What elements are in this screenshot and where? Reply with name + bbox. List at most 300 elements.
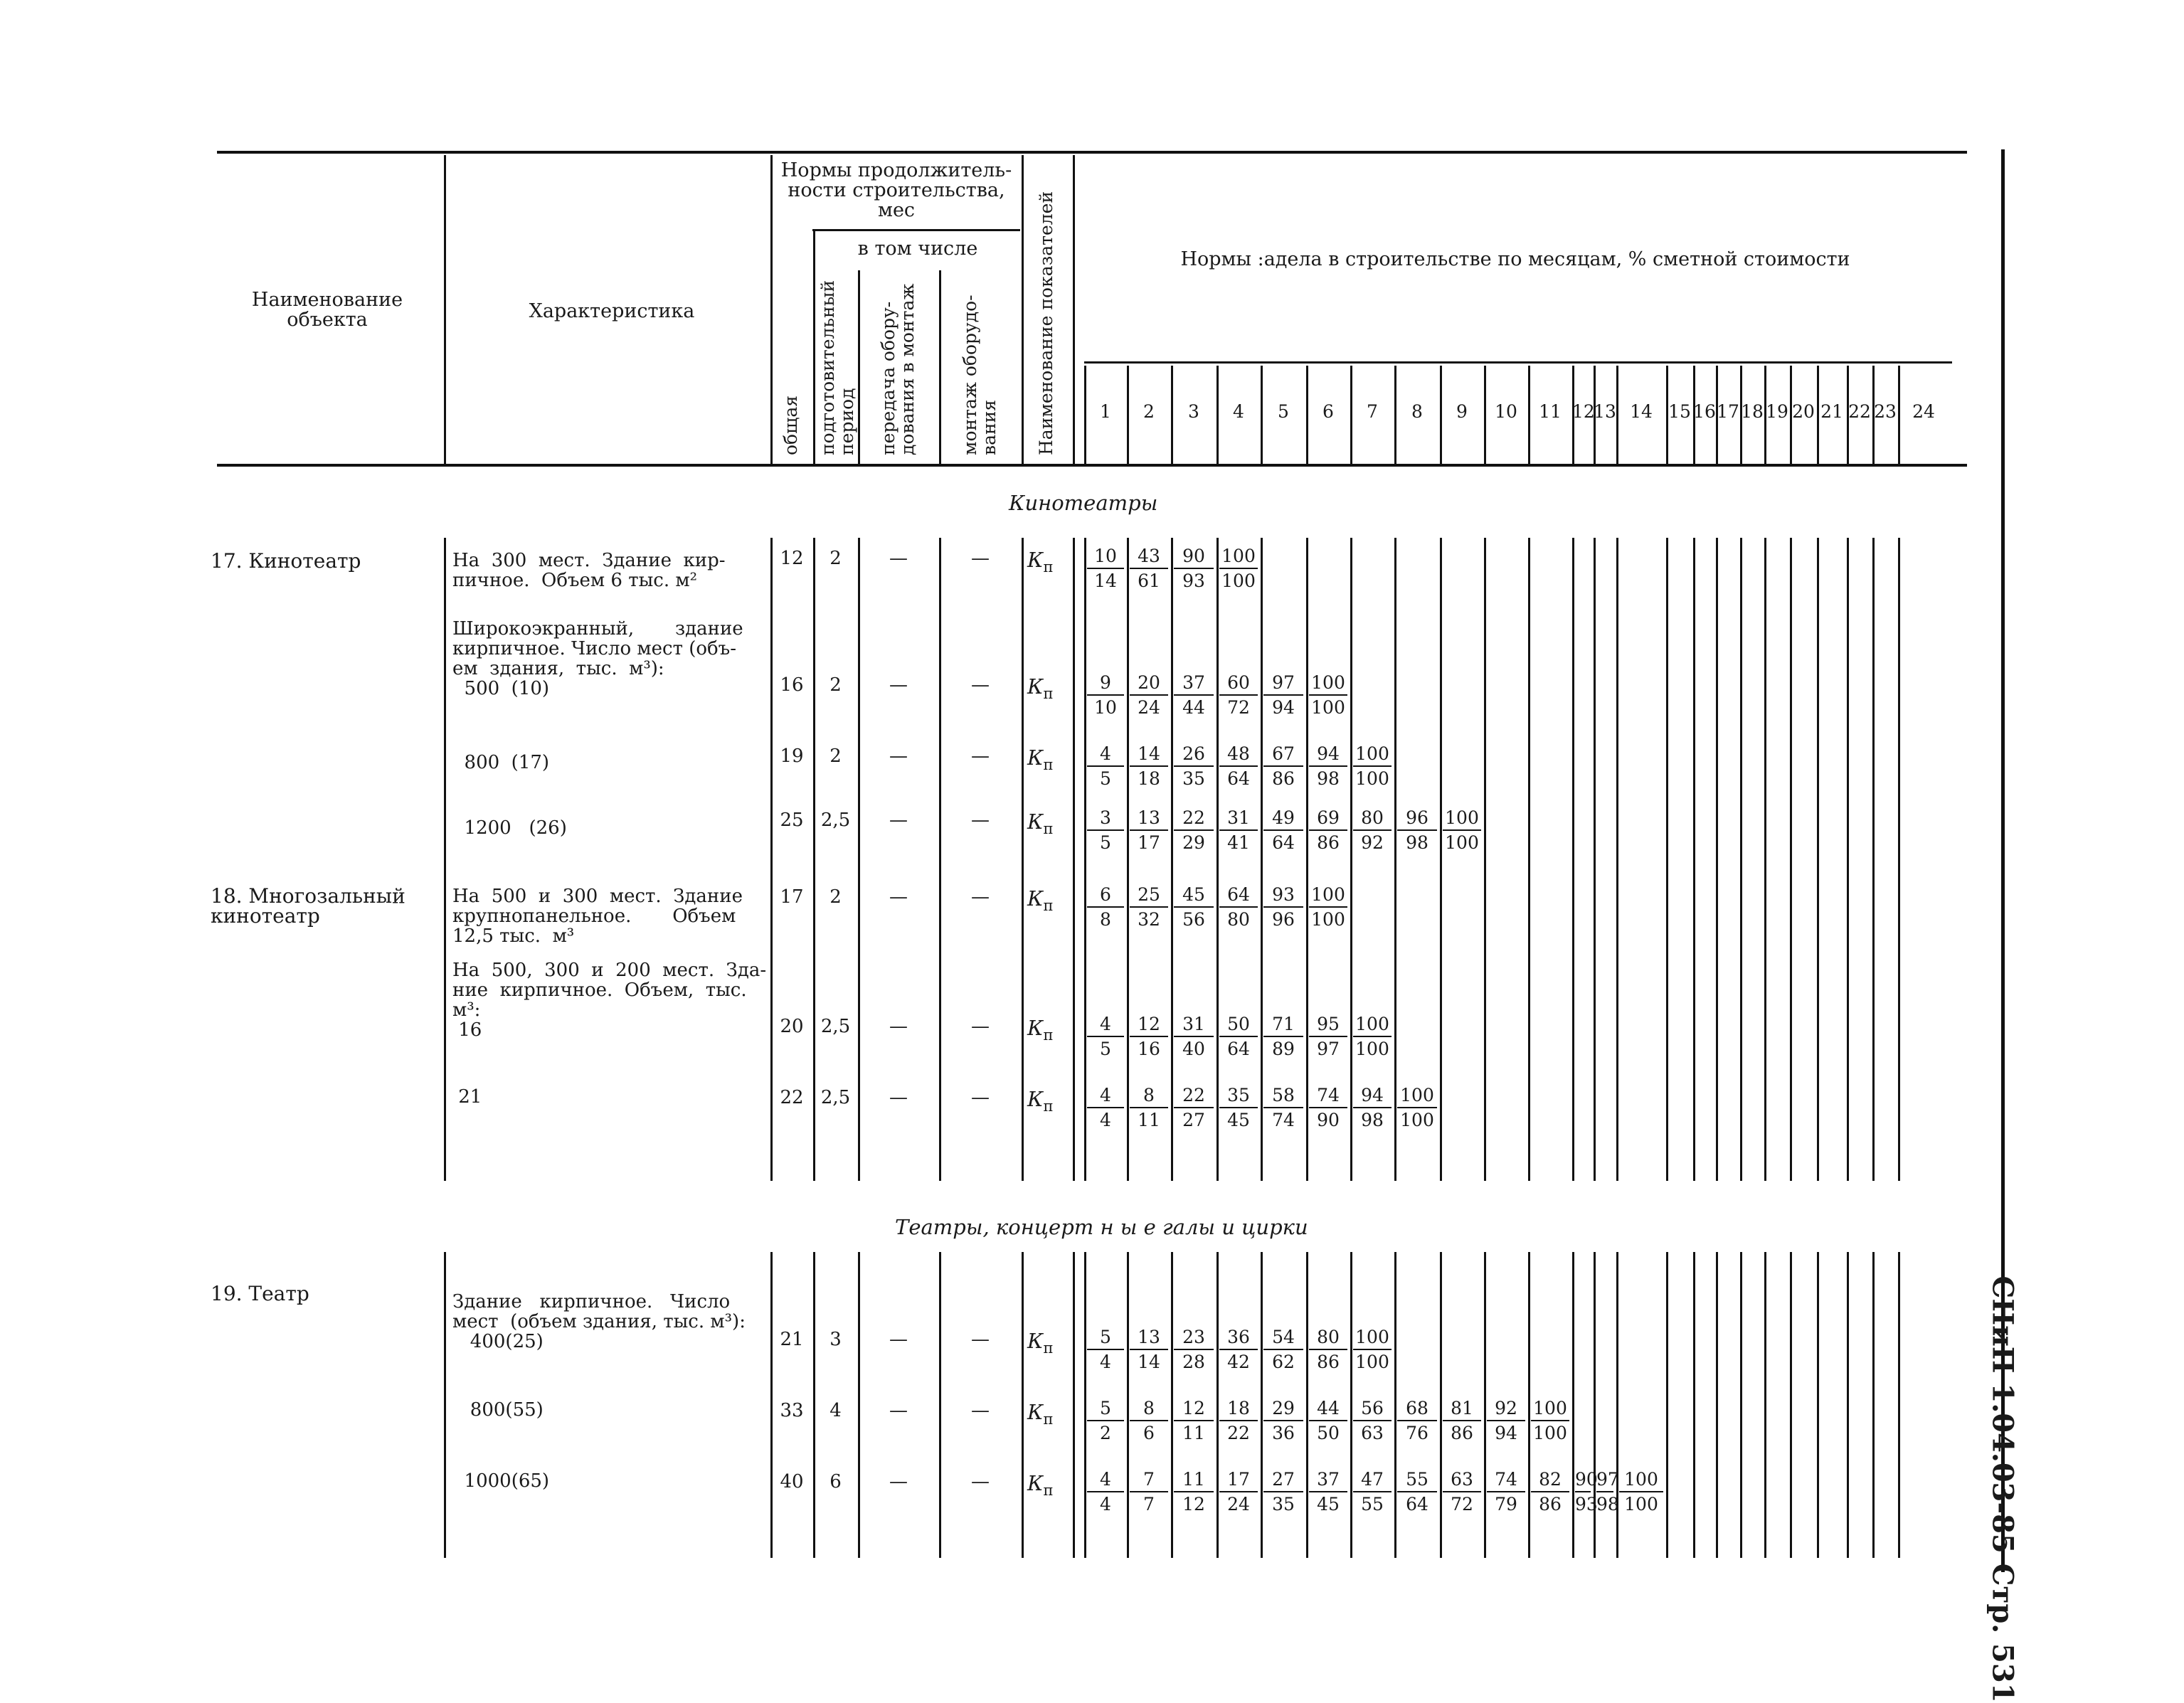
row-equipment-transfer: — xyxy=(889,886,908,908)
backlog-value-bottom: 64 xyxy=(1227,1039,1250,1059)
month-number: 2 xyxy=(1143,401,1155,422)
section-title-cinemas: Кинотеатры xyxy=(1009,491,1158,515)
backlog-value-top: 9 xyxy=(1087,672,1124,696)
body-col-rule xyxy=(1528,1252,1530,1558)
row-total-duration: 20 xyxy=(780,1016,804,1037)
row-equipment-install: — xyxy=(971,746,990,767)
backlog-value xyxy=(1174,807,1214,854)
header-characteristic: Характеристика xyxy=(529,300,695,322)
backlog-value xyxy=(1130,545,1168,592)
backlog-value-top: 64 xyxy=(1219,884,1258,908)
backlog-value xyxy=(1174,1326,1214,1373)
body-col-rule xyxy=(1693,538,1695,1181)
body-col-rule xyxy=(1394,1252,1396,1558)
backlog-value-top: 27 xyxy=(1263,1468,1303,1492)
backlog-value-bottom: 35 xyxy=(1272,1494,1295,1514)
backlog-value-top: 4 xyxy=(1087,743,1124,767)
indicator-subscript: п xyxy=(1043,558,1054,575)
backlog-value-bottom: 17 xyxy=(1138,832,1160,853)
months-rule xyxy=(1084,361,1952,364)
backlog-value-bottom: 18 xyxy=(1138,768,1160,789)
backlog-value xyxy=(1219,1468,1258,1515)
backlog-value-bottom: 5 xyxy=(1100,832,1111,853)
row-equipment-transfer: — xyxy=(889,810,908,831)
backlog-value xyxy=(1309,743,1347,790)
backlog-value-bottom: 7 xyxy=(1143,1494,1155,1514)
backlog-value-top: 50 xyxy=(1219,1013,1258,1037)
body-col-rule xyxy=(1817,538,1819,1181)
object-label: 17. Кинотеатр xyxy=(211,549,361,573)
body-col-rule xyxy=(1261,1252,1263,1558)
backlog-value xyxy=(1087,1013,1124,1060)
indicator-subscript: п xyxy=(1043,755,1054,773)
body-col-rule xyxy=(1594,538,1596,1181)
backlog-value-bottom: 92 xyxy=(1361,832,1384,853)
body-col-rule xyxy=(1073,1252,1075,1558)
backlog-value-top: 80 xyxy=(1309,1326,1347,1350)
row-indicator xyxy=(1027,1329,1053,1357)
backlog-value-top: 100 xyxy=(1353,743,1391,767)
backlog-value-top: 100 xyxy=(1353,1013,1391,1037)
backlog-value xyxy=(1397,1468,1437,1515)
backlog-value xyxy=(1130,1397,1168,1444)
backlog-value-top: 25 xyxy=(1130,884,1168,908)
backlog-value xyxy=(1219,1397,1258,1444)
backlog-value-bottom: 100 xyxy=(1533,1423,1567,1443)
body-col-rule xyxy=(1666,1252,1668,1558)
body-col-rule xyxy=(1171,538,1173,1181)
row-equipment-install: — xyxy=(971,1016,990,1037)
backlog-value-top: 100 xyxy=(1531,1397,1569,1421)
indicator-letter: К xyxy=(1027,1016,1044,1040)
backlog-value-bottom: 94 xyxy=(1495,1423,1517,1443)
backlog-value xyxy=(1397,1084,1437,1131)
backlog-value xyxy=(1443,1468,1481,1515)
backlog-value xyxy=(1087,672,1124,718)
backlog-value-bottom: 29 xyxy=(1182,832,1205,853)
backlog-value xyxy=(1353,807,1391,854)
backlog-value-top: 14 xyxy=(1130,743,1168,767)
backlog-value xyxy=(1174,884,1214,930)
row-characteristic: 21 xyxy=(452,1086,482,1108)
backlog-value-top: 81 xyxy=(1443,1397,1481,1421)
backlog-value xyxy=(1219,1013,1258,1060)
backlog-value-top: 29 xyxy=(1263,1397,1303,1421)
body-col-rule xyxy=(1572,1252,1574,1558)
backlog-value xyxy=(1353,1326,1391,1373)
backlog-value-top: 60 xyxy=(1219,672,1258,696)
row-equipment-transfer: — xyxy=(889,548,908,569)
backlog-value-bottom: 86 xyxy=(1272,768,1295,789)
header-indicator-name: Наименование показателей xyxy=(1036,191,1056,455)
backlog-value-bottom: 24 xyxy=(1138,697,1160,718)
backlog-value xyxy=(1087,884,1124,930)
body-col-rule xyxy=(1261,538,1263,1181)
backlog-value-bottom: 35 xyxy=(1182,768,1205,789)
indicator-subscript: п xyxy=(1043,1097,1054,1115)
backlog-value xyxy=(1263,743,1303,790)
backlog-value-top: 36 xyxy=(1219,1326,1258,1350)
object-label: 19. Театр xyxy=(211,1282,309,1305)
backlog-value-bottom: 93 xyxy=(1575,1494,1598,1514)
backlog-value-top: 97 xyxy=(1263,672,1303,696)
backlog-value xyxy=(1263,1468,1303,1515)
backlog-value-top: 94 xyxy=(1309,743,1347,767)
row-equipment-install: — xyxy=(971,1329,990,1350)
backlog-value-bottom: 100 xyxy=(1355,768,1389,789)
backlog-value-top: 18 xyxy=(1219,1397,1258,1421)
month-number: 21 xyxy=(1820,401,1843,422)
backlog-value-top: 12 xyxy=(1130,1013,1168,1037)
backlog-value xyxy=(1619,1468,1663,1515)
row-preparatory: 2,5 xyxy=(820,810,851,831)
backlog-value xyxy=(1531,1468,1569,1515)
header-object-name: Наименование объекта xyxy=(251,289,403,331)
backlog-value-top: 37 xyxy=(1309,1468,1347,1492)
backlog-value-bottom: 76 xyxy=(1406,1423,1428,1443)
backlog-value-top: 55 xyxy=(1397,1468,1437,1492)
object-label: 18. Многозальный кинотеатр xyxy=(211,884,405,928)
row-indicator xyxy=(1027,746,1053,773)
backlog-value-top: 97 xyxy=(1596,1468,1613,1492)
backlog-value xyxy=(1087,1084,1124,1131)
body-col-rule xyxy=(1084,538,1086,1181)
backlog-value-bottom: 98 xyxy=(1596,1494,1619,1514)
backlog-value-bottom: 4 xyxy=(1100,1110,1111,1130)
month-number: 13 xyxy=(1594,401,1616,422)
backlog-value-bottom: 11 xyxy=(1182,1423,1205,1443)
month-number: 16 xyxy=(1693,401,1716,422)
body-col-rule xyxy=(1716,1252,1718,1558)
section-title-theatres: Театры, концерт н ы е галы и цирки xyxy=(895,1215,1308,1239)
backlog-value-top: 47 xyxy=(1353,1468,1391,1492)
body-col-rule xyxy=(1394,538,1396,1181)
row-characteristic: 1000(65) xyxy=(452,1470,550,1492)
header-equipment-transfer: передача обору-дования в монтаж xyxy=(878,283,918,455)
month-number: 9 xyxy=(1456,401,1468,422)
backlog-value-top: 92 xyxy=(1487,1397,1525,1421)
backlog-value-top: 5 xyxy=(1087,1397,1124,1421)
backlog-value-bottom: 36 xyxy=(1272,1423,1295,1443)
body-col-rule xyxy=(1693,1252,1695,1558)
backlog-value xyxy=(1309,1397,1347,1444)
row-indicator xyxy=(1027,810,1053,837)
backlog-value xyxy=(1087,1326,1124,1373)
backlog-value-top: 100 xyxy=(1443,807,1481,831)
row-preparatory: 3 xyxy=(829,1329,842,1350)
body-col-rule xyxy=(1022,1252,1024,1558)
backlog-value xyxy=(1263,1326,1303,1373)
backlog-value xyxy=(1219,672,1258,718)
month-number: 10 xyxy=(1495,401,1517,422)
backlog-value xyxy=(1596,1468,1619,1515)
indicator-subscript: п xyxy=(1043,684,1054,702)
backlog-value-top: 23 xyxy=(1174,1326,1214,1350)
backlog-value xyxy=(1219,1084,1258,1131)
row-total-duration: 40 xyxy=(780,1471,804,1492)
backlog-value xyxy=(1130,672,1168,718)
backlog-value-top: 74 xyxy=(1487,1468,1525,1492)
backlog-value xyxy=(1531,1397,1569,1444)
backlog-value-top: 45 xyxy=(1174,884,1214,908)
backlog-value-bottom: 100 xyxy=(1355,1039,1389,1059)
body-col-rule xyxy=(1216,1252,1219,1558)
body-col-rule xyxy=(1306,1252,1308,1558)
indicator-letter: К xyxy=(1027,1329,1044,1353)
indicator-letter: К xyxy=(1027,548,1044,572)
row-indicator xyxy=(1027,548,1053,575)
backlog-value xyxy=(1353,1397,1391,1444)
backlog-value xyxy=(1353,1468,1391,1515)
backlog-value-bottom: 11 xyxy=(1138,1110,1160,1130)
backlog-value xyxy=(1087,1468,1124,1515)
backlog-value xyxy=(1443,807,1481,854)
backlog-value-top: 100 xyxy=(1309,884,1347,908)
backlog-value-top: 54 xyxy=(1263,1326,1303,1350)
backlog-value-bottom: 86 xyxy=(1539,1494,1562,1514)
backlog-value-bottom: 100 xyxy=(1311,909,1345,930)
backlog-value xyxy=(1130,743,1168,790)
backlog-value-top: 95 xyxy=(1309,1013,1347,1037)
body-col-rule xyxy=(1484,1252,1486,1558)
body-col-rule xyxy=(1440,538,1442,1181)
backlog-value-top: 80 xyxy=(1353,807,1391,831)
backlog-value xyxy=(1130,1013,1168,1060)
backlog-value xyxy=(1087,807,1124,854)
backlog-value-top: 93 xyxy=(1263,884,1303,908)
backlog-value-bottom: 98 xyxy=(1317,768,1340,789)
header-col-rule xyxy=(1022,155,1024,464)
body-col-rule xyxy=(1716,538,1718,1181)
row-indicator xyxy=(1027,674,1053,702)
body-col-rule xyxy=(858,538,860,1181)
body-col-rule xyxy=(1440,1252,1442,1558)
header-bottom-rule xyxy=(217,464,1967,467)
row-characteristic: На 500 и 300 мест. Здание крупнопанельное. Объем 12,5 тыс. м³ xyxy=(452,886,743,947)
month-number: 17 xyxy=(1717,401,1739,422)
backlog-value xyxy=(1087,743,1124,790)
row-equipment-transfer: — xyxy=(889,746,908,767)
month-number: 1 xyxy=(1100,401,1111,422)
backlog-value-top: 94 xyxy=(1353,1084,1391,1108)
row-total-duration: 25 xyxy=(780,810,804,831)
backlog-value-top: 10 xyxy=(1087,545,1124,569)
month-number: 20 xyxy=(1792,401,1815,422)
body-col-rule xyxy=(1740,538,1742,1181)
backlog-value-top: 13 xyxy=(1130,807,1168,831)
backlog-value-bottom: 100 xyxy=(1445,832,1479,853)
backlog-value-bottom: 50 xyxy=(1317,1423,1340,1443)
header-col-rule xyxy=(444,155,446,464)
backlog-value xyxy=(1219,807,1258,854)
backlog-value-bottom: 97 xyxy=(1317,1039,1340,1059)
body-col-rule xyxy=(1350,538,1352,1181)
backlog-value-bottom: 10 xyxy=(1094,697,1117,718)
row-characteristic: На 500, 300 и 200 мест. Зда- ние кирпичное. Объем, тыс. м³: 16 xyxy=(452,960,767,1041)
backlog-value-bottom: 86 xyxy=(1451,1423,1473,1443)
backlog-value-top: 26 xyxy=(1174,743,1214,767)
including-rule xyxy=(812,229,1020,231)
backlog-value-top: 100 xyxy=(1353,1326,1391,1350)
row-total-duration: 17 xyxy=(780,886,804,908)
backlog-value-bottom: 96 xyxy=(1272,909,1295,930)
backlog-value-top: 56 xyxy=(1353,1397,1391,1421)
backlog-value-bottom: 63 xyxy=(1361,1423,1384,1443)
row-total-duration: 33 xyxy=(780,1400,804,1421)
backlog-value-top: 37 xyxy=(1174,672,1214,696)
row-preparatory: 2 xyxy=(829,886,842,908)
backlog-value-top: 7 xyxy=(1130,1468,1168,1492)
backlog-value xyxy=(1130,807,1168,854)
indicator-subscript: п xyxy=(1043,1410,1054,1428)
backlog-value xyxy=(1263,1397,1303,1444)
indicator-letter: К xyxy=(1027,1087,1044,1111)
body-col-rule xyxy=(1127,538,1129,1181)
backlog-value xyxy=(1487,1397,1525,1444)
backlog-value xyxy=(1174,1397,1214,1444)
backlog-value-top: 4 xyxy=(1087,1468,1124,1492)
body-col-rule xyxy=(1872,1252,1875,1558)
body-col-rule xyxy=(1872,538,1875,1181)
backlog-value-bottom: 80 xyxy=(1227,909,1250,930)
header-col-rule xyxy=(858,270,860,464)
row-equipment-transfer: — xyxy=(889,1400,908,1421)
body-col-rule xyxy=(939,538,941,1181)
backlog-value-bottom: 100 xyxy=(1355,1352,1389,1372)
month-number: 8 xyxy=(1411,401,1423,422)
body-col-rule xyxy=(444,538,446,1181)
backlog-value-bottom: 64 xyxy=(1227,768,1250,789)
row-equipment-install: — xyxy=(971,1087,990,1108)
row-characteristic: 1200 (26) xyxy=(452,817,567,839)
backlog-value xyxy=(1219,545,1258,592)
backlog-value-top: 12 xyxy=(1174,1397,1214,1421)
backlog-value-bottom: 64 xyxy=(1272,832,1295,853)
backlog-value-bottom: 89 xyxy=(1272,1039,1295,1059)
backlog-value-bottom: 61 xyxy=(1138,571,1160,591)
backlog-value-bottom: 12 xyxy=(1182,1494,1205,1514)
header-preparatory: подготовительный период xyxy=(817,280,857,455)
backlog-value-top: 49 xyxy=(1263,807,1303,831)
body-col-rule xyxy=(1898,538,1900,1181)
body-col-rule xyxy=(813,538,815,1181)
backlog-value-top: 11 xyxy=(1174,1468,1214,1492)
backlog-value-bottom: 44 xyxy=(1182,697,1205,718)
backlog-value-bottom: 62 xyxy=(1272,1352,1295,1372)
backlog-value xyxy=(1263,1013,1303,1060)
backlog-value-top: 90 xyxy=(1174,545,1214,569)
backlog-value xyxy=(1487,1468,1525,1515)
backlog-value-top: 48 xyxy=(1219,743,1258,767)
backlog-value-bottom: 5 xyxy=(1100,768,1111,789)
row-indicator xyxy=(1027,1400,1053,1428)
row-preparatory: 2 xyxy=(829,548,842,569)
body-col-rule xyxy=(1528,538,1530,1181)
backlog-value xyxy=(1309,672,1347,718)
backlog-value-bottom: 45 xyxy=(1227,1110,1250,1130)
header-col-rule xyxy=(1073,155,1075,464)
row-characteristic: 800(55) xyxy=(452,1399,544,1421)
backlog-value xyxy=(1397,1397,1437,1444)
month-number: 15 xyxy=(1668,401,1691,422)
backlog-value-top: 44 xyxy=(1309,1397,1347,1421)
backlog-value xyxy=(1263,672,1303,718)
row-total-duration: 16 xyxy=(780,674,804,696)
row-preparatory: 2,5 xyxy=(820,1016,851,1037)
row-indicator xyxy=(1027,1016,1053,1044)
body-col-rule xyxy=(1790,1252,1792,1558)
month-number: 14 xyxy=(1630,401,1653,422)
backlog-value-bottom: 72 xyxy=(1451,1494,1473,1514)
backlog-value-bottom: 45 xyxy=(1317,1494,1340,1514)
backlog-value-bottom: 98 xyxy=(1406,832,1428,853)
indicator-subscript: п xyxy=(1043,1026,1054,1044)
backlog-value-top: 82 xyxy=(1531,1468,1569,1492)
backlog-value-bottom: 55 xyxy=(1361,1494,1384,1514)
backlog-value-bottom: 72 xyxy=(1227,697,1250,718)
backlog-value xyxy=(1174,1084,1214,1131)
month-number: 24 xyxy=(1912,401,1935,422)
backlog-value-top: 22 xyxy=(1174,1084,1214,1108)
row-indicator xyxy=(1027,1087,1053,1115)
backlog-value-top: 100 xyxy=(1309,672,1347,696)
backlog-value-bottom: 27 xyxy=(1182,1110,1205,1130)
backlog-value xyxy=(1130,1326,1168,1373)
row-equipment-install: — xyxy=(971,886,990,908)
table-top-rule xyxy=(217,151,1967,154)
backlog-value-bottom: 5 xyxy=(1100,1039,1111,1059)
body-col-rule xyxy=(1898,1252,1900,1558)
row-equipment-install: — xyxy=(971,1471,990,1492)
row-preparatory: 6 xyxy=(829,1471,842,1492)
backlog-value-bottom: 90 xyxy=(1317,1110,1340,1130)
backlog-value xyxy=(1309,1084,1347,1131)
indicator-letter: К xyxy=(1027,886,1044,911)
month-number: 6 xyxy=(1322,401,1334,422)
indicator-letter: К xyxy=(1027,1471,1044,1495)
backlog-value-top: 6 xyxy=(1087,884,1124,908)
month-number: 18 xyxy=(1741,401,1764,422)
backlog-value xyxy=(1575,1468,1598,1515)
body-col-rule xyxy=(1740,1252,1742,1558)
body-col-rule xyxy=(1350,1252,1352,1558)
backlog-value-bottom: 14 xyxy=(1094,571,1117,591)
body-col-rule xyxy=(1764,1252,1766,1558)
backlog-value xyxy=(1353,1013,1391,1060)
backlog-value xyxy=(1353,743,1391,790)
backlog-value-bottom: 14 xyxy=(1138,1352,1160,1372)
backlog-value-bottom: 24 xyxy=(1227,1494,1250,1514)
backlog-value xyxy=(1130,884,1168,930)
backlog-value-bottom: 28 xyxy=(1182,1352,1205,1372)
backlog-value-bottom: 2 xyxy=(1100,1423,1111,1443)
backlog-value xyxy=(1309,1326,1347,1373)
backlog-value xyxy=(1174,743,1214,790)
backlog-value-bottom: 16 xyxy=(1138,1039,1160,1059)
backlog-value-bottom: 4 xyxy=(1100,1352,1111,1372)
backlog-value-bottom: 100 xyxy=(1624,1494,1658,1514)
backlog-value-top: 69 xyxy=(1309,807,1347,831)
row-equipment-transfer: — xyxy=(889,1087,908,1108)
row-equipment-install: — xyxy=(971,810,990,831)
backlog-value-bottom: 42 xyxy=(1227,1352,1250,1372)
indicator-letter: К xyxy=(1027,674,1044,699)
body-col-rule xyxy=(1572,538,1574,1181)
backlog-value-top: 3 xyxy=(1087,807,1124,831)
row-equipment-install: — xyxy=(971,1400,990,1421)
backlog-value-bottom: 22 xyxy=(1227,1423,1250,1443)
row-characteristic: Здание кирпичное. Число мест (объем здания, тыс. м³): 400(25) xyxy=(452,1291,746,1352)
